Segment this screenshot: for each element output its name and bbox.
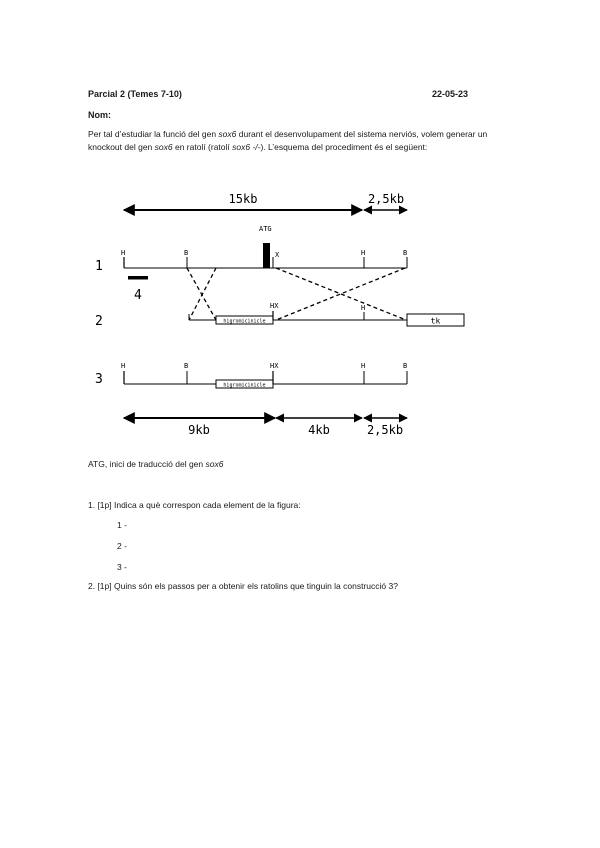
site-hx-label-row3: HX — [270, 362, 279, 370]
site-h2-label-row3: H — [361, 362, 366, 370]
intro-gene-1: sox6 — [218, 129, 237, 139]
site-h-label-row2: H — [361, 304, 366, 312]
tk-label: tk — [430, 316, 441, 326]
question-1: 1. [1p] Indica a què correspon cada element de la figura: — [88, 500, 301, 510]
dim-label-9kb: 9kb — [188, 423, 210, 437]
intro-genotype: sox6 -/- — [232, 141, 261, 152]
row-label-1: 1 — [95, 259, 103, 274]
answer-line-3: 3 - — [117, 562, 127, 572]
exam-title: Parcial 2 (Temes 7-10) — [88, 89, 182, 99]
site-x-label: X — [275, 251, 280, 259]
dim-label-4kb: 4kb — [308, 423, 330, 437]
dim-label-2-5kb-bottom: 2,5kb — [366, 423, 404, 437]
row-label-2: 2 — [95, 314, 103, 329]
figure-caption — [88, 458, 223, 470]
answer-line-1: 1 - — [117, 520, 127, 530]
site-b-label-row3: B — [184, 362, 189, 370]
crossover-lines — [187, 268, 406, 320]
probe-label: 4 — [134, 288, 142, 303]
site-hx-label-row2: HX — [270, 302, 279, 310]
site-b-label: B — [184, 249, 189, 257]
answer-line-2: 2 - — [117, 541, 127, 551]
intro-gene-2: sox6 — [154, 141, 173, 152]
intro-text-2: durant el desenvolupament del sistema nerviós, volem generar un knockout del gen — [88, 129, 488, 152]
caption-text: ATG, inici de traducció del gen — [88, 459, 206, 469]
site-b2-label: B — [403, 249, 408, 257]
hygromycin-label-row2: higromicinicle — [223, 318, 266, 325]
question-2: 2. [1p] Quins són els passos per a obtenir els ratolins que tinguin la construcció 3? — [88, 581, 398, 591]
site-h2-label: H — [361, 249, 366, 257]
intro-text-4: ). L’esquema del procediment és el següent: — [260, 141, 428, 152]
intro-text-3: en ratolí (ratolí — [172, 141, 233, 152]
name-label: Nom: — [88, 110, 111, 120]
dim-label-15kb: 15kb — [228, 192, 258, 206]
atg-label: ATG — [259, 225, 272, 233]
intro-text-1: Per tal d’estudiar la funció del gen — [88, 129, 219, 139]
site-b2-label-row3: B — [403, 362, 408, 370]
site-h-label-row3: H — [121, 362, 126, 370]
probe-bar — [128, 276, 148, 280]
row-label-3: 3 — [95, 372, 103, 387]
caption-gene: sox6 — [205, 459, 224, 469]
site-h-label: H — [121, 249, 126, 257]
exam-date: 22-05-23 — [432, 89, 469, 99]
dim-label-2-5kb-top: 2,5kb — [367, 192, 405, 206]
atg-exon-block — [263, 243, 270, 268]
hygromycin-label-row3: higromicinicle — [223, 382, 266, 389]
